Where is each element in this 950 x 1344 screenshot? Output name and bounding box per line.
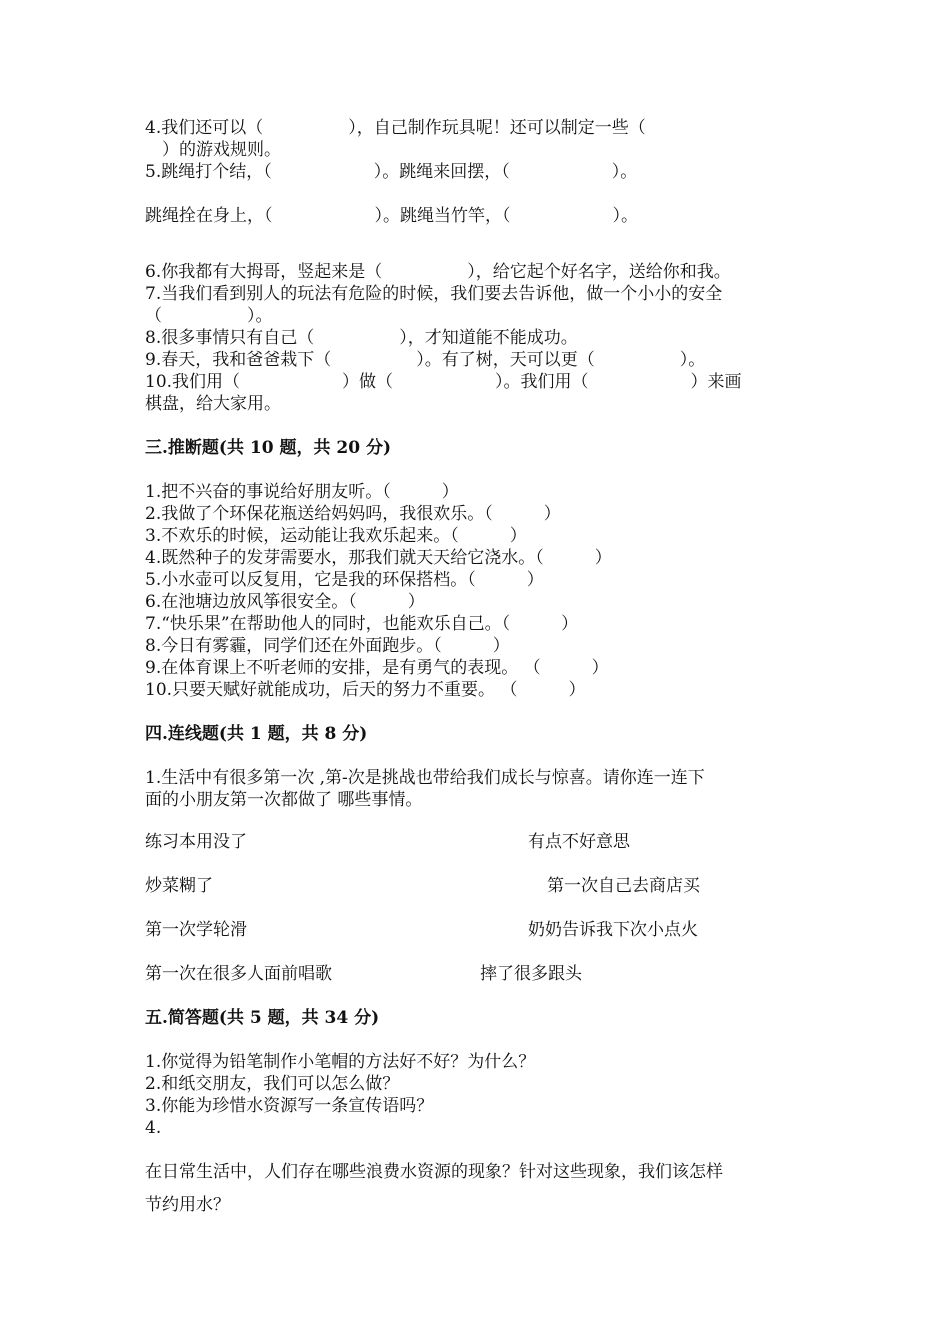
judge-item-5: 5.小水壶可以反复用，它是我的环保搭档。（ ） xyxy=(145,570,544,590)
fill-blank-q5-line1: 5.跳绳打个结，（ ）。跳绳来回摆，（ ）。 xyxy=(145,162,638,182)
match-question-line1: 1.生活中有很多第一次 ,第-次是挑战也带给我们成长与惊喜。请你连一连下 xyxy=(145,768,705,788)
judge-item-9: 9.在体育课上不听老师的安排，是有勇气的表现。 （ ） xyxy=(145,658,609,678)
match-left-3: 第一次学轮滑 xyxy=(145,920,247,940)
judge-item-6: 6.在池塘边放风筝很安全。（ ） xyxy=(145,592,425,612)
fill-blank-q8: 8.很多事情只有自己（ ），才知道能不能成功。 xyxy=(145,328,578,348)
match-question-line2: 面的小朋友第一次都做了 哪些事情。 xyxy=(145,790,423,810)
section4-heading: 四.连线题(共 1 题，共 8 分) xyxy=(145,724,368,744)
match-left-1: 练习本用没了 xyxy=(145,832,247,852)
match-right-1: 有点不好意思 xyxy=(528,832,630,852)
section5-heading: 五.简答题(共 5 题，共 34 分) xyxy=(145,1008,380,1028)
fill-blank-q10-line2: 棋盘，给大家用。 xyxy=(145,394,281,414)
judge-item-2: 2.我做了个环保花瓶送给妈妈吗，我很欢乐。（ ） xyxy=(145,504,561,524)
match-right-3: 奶奶告诉我下次小点火 xyxy=(528,920,698,940)
section3-heading: 三.推断题(共 10 题，共 20 分) xyxy=(145,438,391,458)
judge-item-4: 4.既然种子的发芽需要水，那我们就天天给它浇水。（ ） xyxy=(145,548,612,568)
short-answer-1: 1.你觉得为铅笔制作小笔帽的方法好不好？为什么？ xyxy=(145,1052,536,1072)
match-left-2: 炒菜糊了 xyxy=(145,876,213,896)
judge-item-3: 3.不欢乐的时候，运动能让我欢乐起来。（ ） xyxy=(145,526,527,546)
fill-blank-q9: 9.春天，我和爸爸栽下（ ）。有了树，天可以更（ ）。 xyxy=(145,350,706,370)
judge-item-10: 10.只要天赋好就能成功，后天的努力不重要。 （ ） xyxy=(145,680,586,700)
match-right-4: 摔了很多跟头 xyxy=(480,964,582,984)
judge-item-8: 8.今日有雾霾，同学们还在外面跑步。（ ） xyxy=(145,636,510,656)
match-right-2: 第一次自己去商店买 xyxy=(547,876,700,896)
fill-blank-q4-line2: ）的游戏规则。 xyxy=(145,140,281,160)
short-answer-4: 4. xyxy=(145,1118,162,1138)
judge-item-1: 1.把不兴奋的事说给好朋友听。（ ） xyxy=(145,482,459,502)
fill-blank-q10-line1: 10.我们用（ ）做（ ）。我们用（ ）来画 xyxy=(145,372,742,392)
match-left-4: 第一次在很多人面前唱歌 xyxy=(145,964,332,984)
short-answer-2: 2.和纸交朋友，我们可以怎么做？ xyxy=(145,1074,400,1094)
fill-blank-q4-line1: 4.我们还可以（ ），自己制作玩具呢！还可以制定一些（ xyxy=(145,118,646,138)
fill-blank-q5-line2: 跳绳拴在身上，（ ）。跳绳当竹竿，（ ）。 xyxy=(145,206,638,226)
fill-blank-q7-line1: 7.当我们看到别人的玩法有危险的时候，我们要去告诉他，做一个小小的安全 xyxy=(145,284,723,304)
short-answer-3: 3.你能为珍惜水资源写一条宣传语吗？ xyxy=(145,1096,434,1116)
fill-blank-q7-line2: （ ）。 xyxy=(145,306,273,326)
short-answer-4-para-line1: 在日常生活中，人们存在哪些浪费水资源的现象？针对这些现象，我们该怎样 xyxy=(145,1162,723,1182)
short-answer-4-para-line2: 节约用水？ xyxy=(145,1195,230,1215)
judge-item-7: 7.“快乐果”在帮助他人的同时，也能欢乐自己。（ ） xyxy=(145,614,579,634)
fill-blank-q6: 6.你我都有大拇哥，竖起来是（ ），给它起个好名字，送给你和我。 xyxy=(145,262,731,282)
